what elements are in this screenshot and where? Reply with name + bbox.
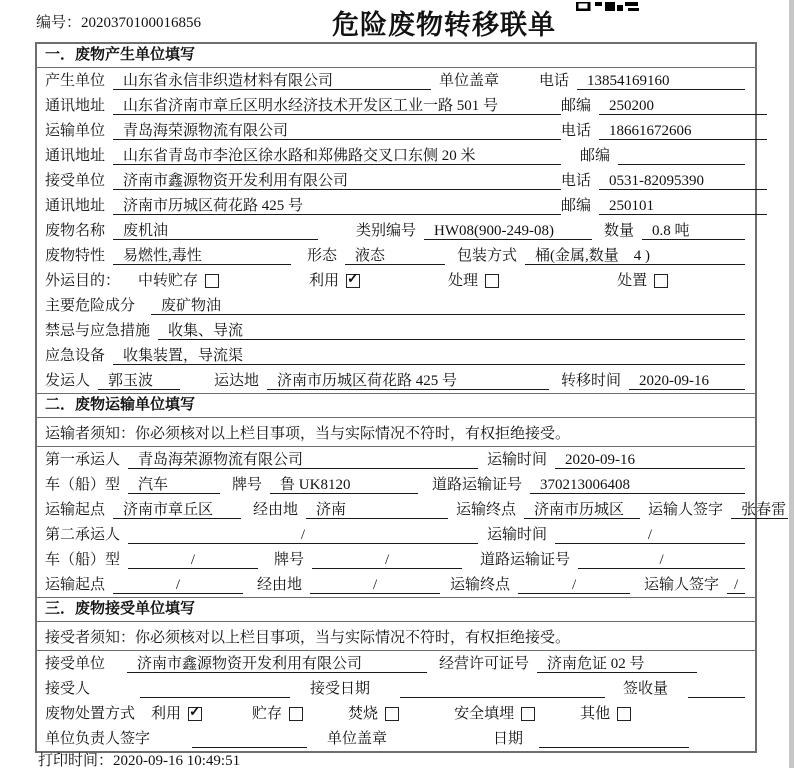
scrollbar[interactable] xyxy=(789,0,794,768)
checkbox-icon xyxy=(346,274,360,288)
section3-header: 三．废物接受单位填写 xyxy=(37,597,755,622)
end-label: 运输终点 xyxy=(450,577,511,593)
section2-header: 二．废物运输单位填写 xyxy=(37,393,755,418)
carrier2-label: 第二承运人 xyxy=(45,527,121,543)
carrier1-route-row xyxy=(37,497,787,522)
carrier1-via-field: 济南 xyxy=(306,501,448,519)
checkbox-landfill xyxy=(454,705,535,723)
carrier1-vehicle-field: 汽车 xyxy=(128,476,220,494)
carrier1-origin-field: 济南市章丘区 xyxy=(113,501,241,519)
via-label: 经由地 xyxy=(253,502,299,518)
checkbox-label: 安全填埋 xyxy=(454,706,515,722)
quantity-label: 数量 xyxy=(604,223,635,239)
emergency-equipment-label: 应急设备 xyxy=(45,348,106,364)
recipient-field xyxy=(140,680,290,698)
sign-label: 运输人签字 xyxy=(644,577,720,593)
characteristics-field: 易燃性,毒性 xyxy=(113,247,291,265)
transport-date-label: 运输时间 xyxy=(486,527,547,543)
shipper-row xyxy=(37,368,755,393)
origin-label: 运输起点 xyxy=(45,502,106,518)
print-time xyxy=(38,749,240,770)
print-time-label: 打印时间： xyxy=(38,753,114,769)
checkbox-label: 其他 xyxy=(580,706,611,722)
date-field xyxy=(539,730,689,748)
transporter-label: 运输单位 xyxy=(45,123,106,139)
category-code-field: HW08(900-249-08) xyxy=(424,222,592,240)
receiver-zip-field: 250101 xyxy=(599,197,767,215)
receiver-address-field: 济南市历城区荷花路 425 号 xyxy=(113,197,561,215)
carrier1-license-field: 370213006408 xyxy=(530,476,745,494)
document-number xyxy=(36,11,201,32)
checkbox-other xyxy=(580,705,631,723)
document-number-label: 编号： xyxy=(36,15,82,31)
checkbox-utilize xyxy=(309,272,360,290)
via-label: 经由地 xyxy=(257,577,303,593)
producer-zip-field: 250200 xyxy=(599,97,767,115)
quantity-field: 0.8 吨 xyxy=(642,222,745,240)
form-field: 液态 xyxy=(345,247,445,265)
carrier2-date-field: / xyxy=(555,526,745,544)
checkbox-dispose xyxy=(617,272,668,290)
transporter-name-field: 青岛海荣源物流有限公司 xyxy=(113,122,561,140)
carrier1-end-field: 济南市历城区 xyxy=(524,501,640,519)
recipient-row xyxy=(37,676,755,701)
end-label: 运输终点 xyxy=(456,502,517,518)
category-label: 类别编号 xyxy=(356,223,417,239)
transport-date-label: 运输时间 xyxy=(486,452,547,468)
carrier1-row xyxy=(37,447,755,472)
carrier2-route-row xyxy=(37,572,755,597)
producer-label: 产生单位 xyxy=(45,73,106,89)
emergency-measures-row xyxy=(37,318,755,343)
checkbox-icon xyxy=(485,274,499,288)
destination-label: 运达地 xyxy=(214,373,260,389)
checkbox-treat xyxy=(448,272,499,290)
address-label: 通讯地址 xyxy=(45,198,106,214)
receiving-unit-row xyxy=(37,651,755,676)
checkbox-icon xyxy=(521,707,535,721)
checkbox-icon xyxy=(205,274,219,288)
page-title: 危险废物转移联单 xyxy=(332,10,556,40)
receiving-unit-field: 济南市鑫源物资开发利用有限公司 xyxy=(127,655,427,673)
manifest-form-table xyxy=(35,42,787,753)
responsible-sign-row xyxy=(37,726,755,751)
packaging-label: 包装方式 xyxy=(457,248,518,264)
zip-label: 邮编 xyxy=(561,198,592,214)
plate-label: 牌号 xyxy=(232,477,263,493)
waste-name-field: 废机油 xyxy=(113,222,318,240)
checkbox-icon xyxy=(289,707,303,721)
packaging-field: 桶(金属,数量 4 ) xyxy=(525,247,745,265)
seal-label: 单位盖章 xyxy=(439,73,500,89)
receiver-name-field: 济南市鑫源物资开发利用有限公司 xyxy=(113,172,561,190)
permit-field: 济南危证 02 号 xyxy=(537,655,697,673)
seal-label: 单位盖章 xyxy=(327,731,388,747)
address-label: 通讯地址 xyxy=(45,98,106,114)
plate-label: 牌号 xyxy=(274,552,305,568)
responsible-sign-field xyxy=(192,730,307,748)
carrier2-vehicle-row xyxy=(37,547,755,572)
carrier2-sign-field: / xyxy=(727,576,745,594)
transfer-date-label: 转移时间 xyxy=(561,373,622,389)
transporter-address-row xyxy=(37,143,755,168)
carrier2-row xyxy=(37,522,755,547)
section1-header: 一．废物产生单位填写 xyxy=(37,44,755,68)
characteristics-label: 废物特性 xyxy=(45,248,106,264)
purpose-label: 外运目的： xyxy=(45,273,121,289)
disposal-label: 废物处置方式 xyxy=(45,706,136,722)
document-number-value: 2020370100016856 xyxy=(81,15,202,31)
receive-date-label: 接受日期 xyxy=(310,681,371,697)
transfer-date-field: 2020-09-16 xyxy=(629,372,745,390)
carrier1-date-field: 2020-09-16 xyxy=(555,451,745,469)
carrier2-origin-field: / xyxy=(113,576,243,594)
emergency-equipment-field: 收集装置，导流渠 xyxy=(113,347,745,365)
receiver-address-row xyxy=(37,193,755,218)
zip-label: 邮编 xyxy=(579,148,610,164)
license-label: 道路运输证号 xyxy=(432,477,523,493)
carrier1-sign-field: 张春雷 xyxy=(731,501,788,519)
transporter-notice: 运输者须知：你必须核对以上栏目事项，当与实际情况不符时，有权拒绝接受。 xyxy=(37,418,755,447)
zip-label: 邮编 xyxy=(561,98,592,114)
checkbox-transit-storage xyxy=(138,272,219,290)
producer-name-field: 山东省永信非织造材料有限公司 xyxy=(113,72,431,90)
responsible-sign-label: 单位负责人签字 xyxy=(45,731,151,747)
carrier2-plate-field: / xyxy=(312,551,462,569)
license-label: 道路运输证号 xyxy=(480,552,571,568)
origin-label: 运输起点 xyxy=(45,577,106,593)
carrier2-field: / xyxy=(128,526,478,544)
producer-address-field: 山东省济南市章丘区明水经济技术开发区工业一路 501 号 xyxy=(113,97,561,115)
disposal-method-row xyxy=(37,701,755,726)
transporter-zip-field xyxy=(618,147,745,165)
checkbox-utilize xyxy=(151,705,202,723)
carrier2-license-field: / xyxy=(578,551,745,569)
carrier2-vehicle-field: / xyxy=(128,551,258,569)
producer-row xyxy=(37,68,755,93)
receiver-label: 接受单位 xyxy=(45,656,106,672)
sign-label: 运输人签字 xyxy=(648,502,724,518)
checkbox-incinerate xyxy=(348,705,399,723)
shipper-field: 郭玉波 xyxy=(98,372,180,390)
receiver-label: 接受单位 xyxy=(45,173,106,189)
received-qty-label: 签收量 xyxy=(623,681,669,697)
phone-label: 电话 xyxy=(561,173,592,189)
transporter-row xyxy=(37,118,755,143)
carrier2-end-field: / xyxy=(518,576,630,594)
permit-label: 经营许可证号 xyxy=(439,656,530,672)
destination-field: 济南市历城区荷花路 425 号 xyxy=(267,372,549,390)
phone-label: 电话 xyxy=(561,123,592,139)
checkbox-label: 焚烧 xyxy=(348,706,379,722)
carrier1-field: 青岛海荣源物流有限公司 xyxy=(128,451,478,469)
carrier1-vehicle-row xyxy=(37,472,755,497)
hazard-field: 废矿物油 xyxy=(151,297,745,315)
checkbox-store xyxy=(252,705,303,723)
checkbox-label: 利用 xyxy=(151,706,182,722)
carrier1-label: 第一承运人 xyxy=(45,452,121,468)
waste-name-label: 废物名称 xyxy=(45,223,106,239)
receive-date-field xyxy=(400,680,605,698)
print-time-value: 2020-09-16 10:49:51 xyxy=(113,753,241,769)
received-qty-field xyxy=(688,680,745,698)
date-label: 日期 xyxy=(493,731,524,747)
producer-phone-field: 13854169160 xyxy=(577,72,745,90)
checkbox-icon xyxy=(617,707,631,721)
vehicle-label: 车（船）型 xyxy=(45,552,121,568)
qr-code-icon xyxy=(576,0,640,11)
checkbox-label: 贮存 xyxy=(252,706,283,722)
hazard-row xyxy=(37,293,755,318)
checkbox-icon xyxy=(385,707,399,721)
carrier2-via-field: / xyxy=(310,576,440,594)
transporter-address-field: 山东省青岛市李沧区徐水路和郑佛路交叉口东侧 20 米 xyxy=(113,147,561,165)
waste-name-row xyxy=(37,218,755,243)
receiver-notice: 接受者须知：你必须核对以上栏目事项，当与实际情况不符时，有权拒绝接受。 xyxy=(37,622,755,651)
checkbox-label: 处理 xyxy=(448,273,479,289)
hazard-label: 主要危险成分 xyxy=(45,298,136,314)
emergency-measures-label: 禁忌与应急措施 xyxy=(45,323,151,339)
waste-characteristics-row xyxy=(37,243,755,268)
checkbox-icon xyxy=(654,274,668,288)
checkbox-label: 利用 xyxy=(309,273,340,289)
carrier1-plate-field: 鲁 UK8120 xyxy=(270,476,418,494)
shipper-label: 发运人 xyxy=(45,373,91,389)
vehicle-label: 车（船）型 xyxy=(45,477,121,493)
phone-label: 电话 xyxy=(538,73,569,89)
producer-address-row xyxy=(37,93,755,118)
transporter-phone-field: 18661672606 xyxy=(599,122,767,140)
form-label: 形态 xyxy=(307,248,338,264)
receiver-row xyxy=(37,168,755,193)
checkbox-label: 处置 xyxy=(617,273,648,289)
emergency-measures-field: 收集、导流 xyxy=(158,322,745,340)
checkbox-icon xyxy=(188,707,202,721)
emergency-equipment-row xyxy=(37,343,755,368)
checkbox-label: 中转贮存 xyxy=(138,273,199,289)
address-label: 通讯地址 xyxy=(45,148,106,164)
receiver-phone-field: 0531-82095390 xyxy=(599,172,767,190)
transfer-purpose-row xyxy=(37,268,755,293)
recipient-label: 接受人 xyxy=(45,681,91,697)
